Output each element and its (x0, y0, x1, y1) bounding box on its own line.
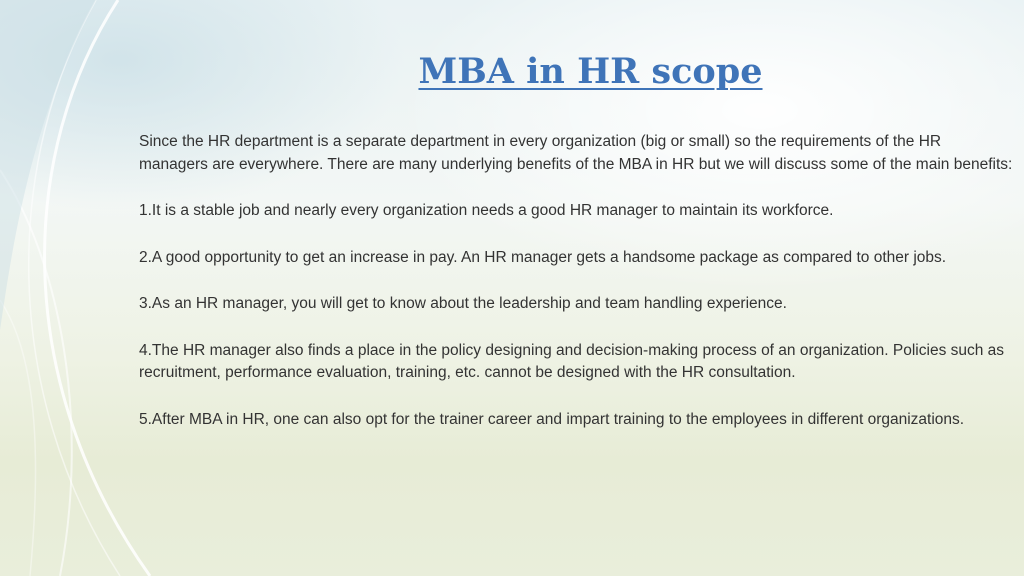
benefit-point-5: 5.After MBA in HR, one can also opt for the trainer career and impart training to the employees in different organizations. (139, 410, 965, 428)
benefit-point-4: 4.The HR manager also finds a place in the policy designing and decision-making process of an organization. Policies such as recruitment, performance evaluation, training, etc. cannot be designed with the HR consultation. (139, 341, 1005, 381)
benefit-point-2: 2.A good opportunity to get an increase in pay. An HR manager gets a handsome package as compared to other jobs. (139, 248, 947, 266)
slide-title: MBA in HR scope (418, 51, 763, 92)
benefit-point-1: 1.It is a stable job and nearly every organization needs a good HR manager to maintain its workforce. (139, 202, 834, 219)
slide-body (139, 131, 1014, 455)
intro-paragraph: Since the HR department is a separate department in every organization (big or small) so the requirements of the HR managers are everywhere. There are many underlying benefits of the MBA in HR but we will discuss some of the main benefits: (139, 133, 1013, 173)
benefit-point-3: 3.As an HR manager, you will get to know about the leadership and team handling experience. (139, 295, 787, 312)
